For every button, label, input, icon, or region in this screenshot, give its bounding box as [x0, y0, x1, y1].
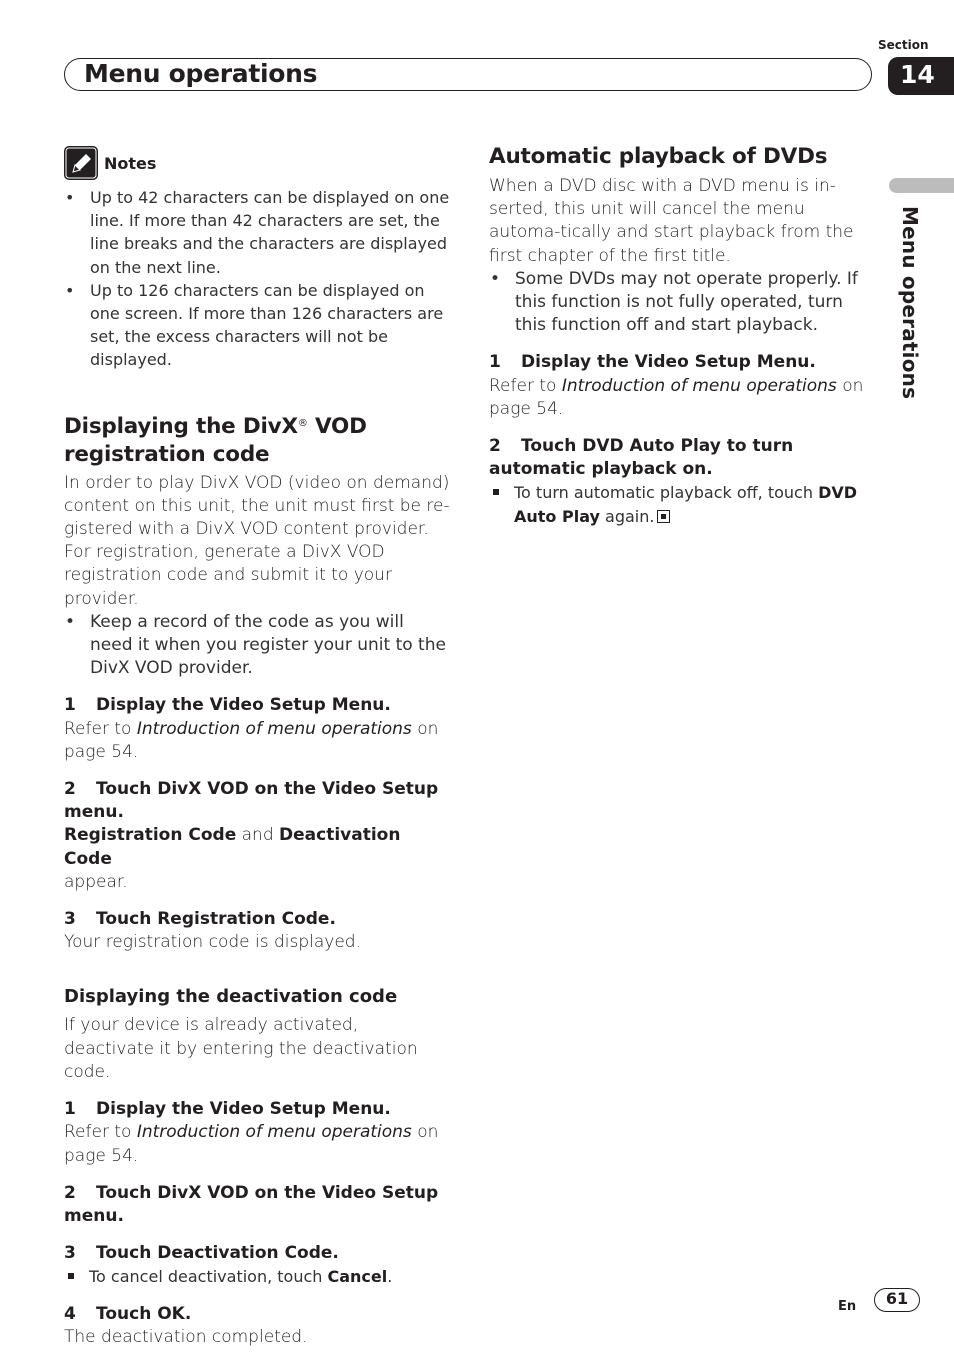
- notes-label: Notes: [104, 153, 157, 173]
- pencil-icon: [64, 146, 98, 180]
- list-item: • Keep a record of the code as you will need it when you register your unit to the DivX VOD provider.: [64, 611, 450, 681]
- divx-heading: Displaying the DivX® VOD registration code: [64, 413, 367, 467]
- deact-heading: Displaying the deactivation code: [64, 986, 398, 1008]
- left-column: [64, 146, 450, 1349]
- deact-intro: If your device is already activated, deactivate it by entering the deactivation code.: [64, 1015, 418, 1082]
- autoplay-step-2-note: To turn automatic playback off, touch DVD Auto Play again.: [489, 481, 875, 527]
- autoplay-step-1-ref: Refer to Introduction of menu operations on page 54.: [489, 375, 864, 419]
- deact-step-1-ref: Refer to Introduction of menu operations on page 54.: [64, 1122, 439, 1166]
- deact-step-3: 3 Touch Deactivation Code.: [64, 1243, 339, 1264]
- autoplay-heading: Automatic playback of DVDs: [489, 144, 828, 169]
- divx-step-1: 1 Display the Video Setup Menu.: [64, 695, 391, 716]
- page-number: 61: [874, 1288, 920, 1312]
- autoplay-bullets: [489, 268, 875, 338]
- section-label: Section: [878, 38, 929, 52]
- autoplay-step-1: 1 Display the Video Setup Menu.: [489, 352, 816, 373]
- notes-header: [64, 146, 450, 180]
- list-item: • Some DVDs may not operate properly. If this function is not fully operated, turn this function off and start playback.: [489, 268, 875, 338]
- end-mark-icon: [657, 510, 670, 523]
- list-item: • Up to 126 characters can be displayed on one screen. If more than 126 characters are set, the excess characters will not be displayed.: [64, 279, 450, 372]
- language-label: En: [838, 1299, 857, 1314]
- section-number-tab: [888, 57, 954, 95]
- page-title: Menu operations: [84, 59, 318, 88]
- autoplay-intro: When a DVD disc with a DVD menu is in-serted, this unit will cancel the menu automa-tically and start playback from the first chapter of the first title.: [489, 176, 854, 266]
- section-number: 14: [900, 60, 935, 89]
- divx-step-2-result: Registration Code and Deactivation Code appear.: [64, 825, 401, 892]
- divx-intro: In order to play DivX VOD (video on demand) content on this unit, the unit must first be re-gistered with a DivX VOD content provider. For registration, generate a DivX VOD registration code and submit it to your provider.: [64, 472, 450, 609]
- deact-step-4-result: The deactivation completed.: [64, 1326, 308, 1347]
- side-tab-bar: [889, 178, 954, 193]
- deact-step-1: 1 Display the Video Setup Menu.: [64, 1099, 391, 1120]
- divx-bullets: [64, 611, 450, 681]
- side-tab-label: Menu operations: [898, 206, 922, 400]
- notes-list: [64, 186, 450, 372]
- divx-step-3: 3 Touch Registration Code.: [64, 909, 336, 930]
- divx-step-1-ref: Refer to Introduction of menu operations on page 54.: [64, 718, 439, 762]
- deact-step-2: 2 Touch DivX VOD on the Video Setup menu.: [64, 1182, 439, 1226]
- autoplay-step-2: 2 Touch DVD Auto Play to turn automatic playback on.: [489, 436, 794, 480]
- deact-step-3-note: To cancel deactivation, touch Cancel.: [64, 1265, 450, 1288]
- right-column: [489, 143, 875, 528]
- deact-step-4: 4 Touch OK.: [64, 1303, 192, 1324]
- list-item: • Up to 42 characters can be displayed on one line. If more than 42 characters are set, the line breaks and the characters are displayed on the next line.: [64, 186, 450, 279]
- divx-step-3-result: Your registration code is displayed.: [64, 932, 361, 953]
- divx-step-2: 2 Touch DivX VOD on the Video Setup menu.: [64, 779, 439, 823]
